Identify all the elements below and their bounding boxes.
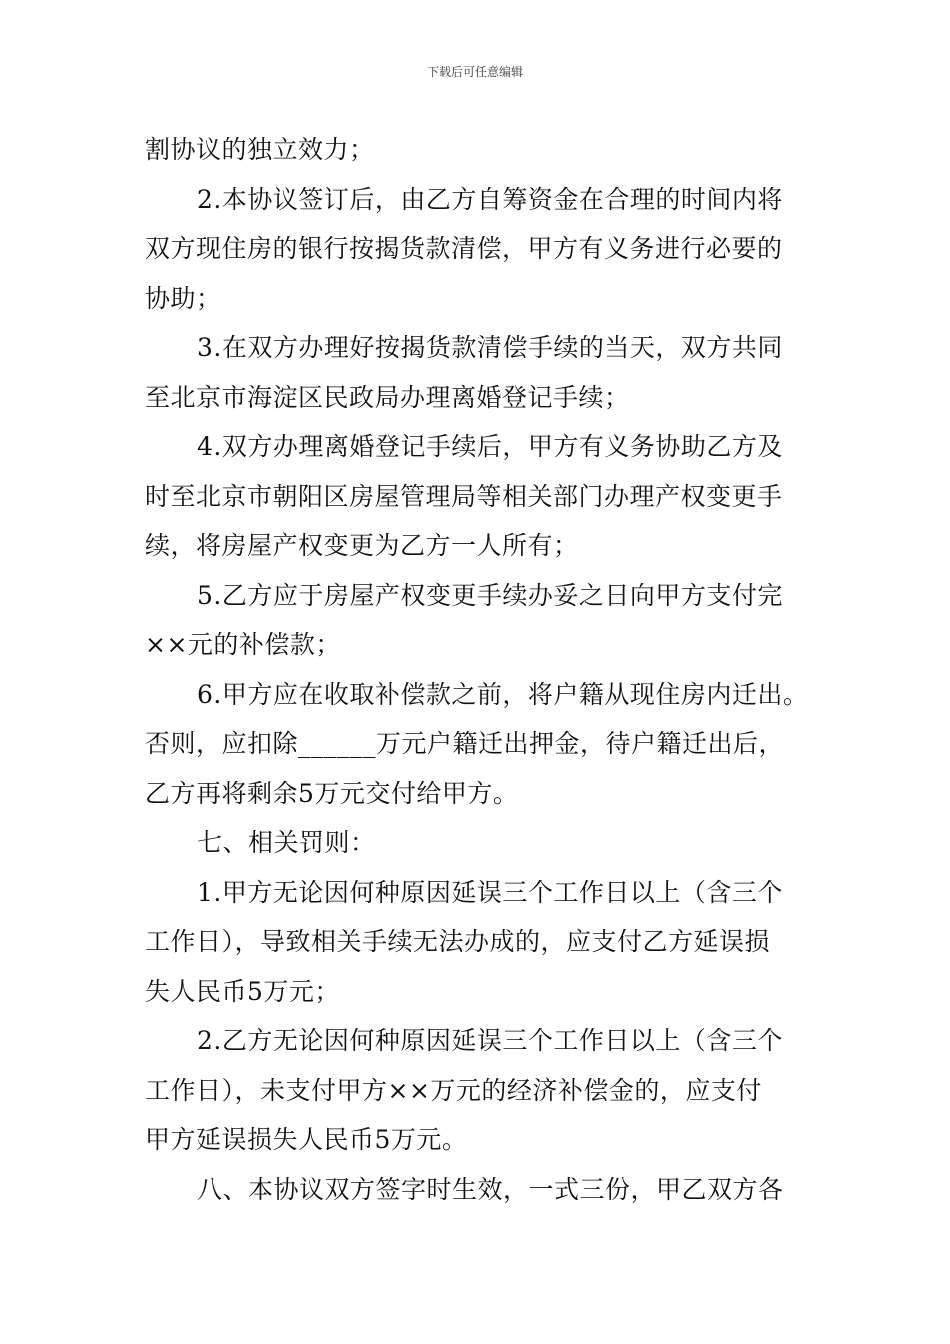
text-line-19: 2.乙方无论因何种原因延误三个工作日以上（含三个 [197, 1026, 783, 1055]
text-line-8: 时至北京市朝阳区房屋管理局等相关部门办理产权变更手 [145, 481, 783, 511]
page-header: 下载后可任意编辑 [426, 65, 523, 79]
text-line-6: 至北京市海淀区民政局办理离婚登记手续； [145, 382, 630, 412]
text-line-12: 6.甲方应在收取补偿款之前，将户籍从现住房内迁出。 [197, 679, 809, 709]
text-line-16: 1.甲方无论因何种原因延误三个工作日以上（含三个 [197, 877, 783, 907]
text-line-5: 3.在双方办理好按揭货款清偿手续的当天，双方共同 [197, 333, 783, 362]
text-line-4: 协助； [145, 283, 222, 313]
text-line-2: 2.本协议签订后，由乙方自筹资金在合理的时间内将 [197, 184, 783, 214]
document-body [145, 125, 825, 1214]
text-line-10: 5.乙方应于房屋产权变更手续办妥之日向甲方支付完 [197, 580, 783, 610]
text-line-21: 甲方延误损失人民币5万元。 [145, 1125, 468, 1154]
text-line-20: 工作日），未支付甲方××万元的经济补偿金的，应支付 [145, 1075, 762, 1105]
text-line-18: 失人民币5万元； [145, 976, 340, 1006]
text-line-9: 续，将房屋产权变更为乙方一人所有； [145, 531, 579, 560]
text-line-14: 乙方再将剩余5万元交付给甲方。 [145, 778, 519, 808]
text-line-11: ××元的补偿款； [145, 630, 341, 659]
section-heading-penalties: 七、相关罚则： [197, 828, 376, 857]
text-line-3: 双方现住房的银行按揭货款清偿，甲方有义务进行必要的 [145, 234, 783, 263]
text-line-7: 4.双方办理离婚登记手续后，甲方有义务协助乙方及 [197, 432, 783, 461]
text-line-1: 割协议的独立效力； [145, 135, 375, 164]
text-line-17: 工作日），导致相关手续无法办成的，应支付乙方延误损 [145, 927, 771, 956]
text-line-13: 否则，应扣除______万元户籍迁出押金，待户籍迁出后， [145, 729, 785, 758]
section-heading-effective: 八、本协议双方签字时生效，一式三份，甲乙双方各 [197, 1174, 784, 1204]
